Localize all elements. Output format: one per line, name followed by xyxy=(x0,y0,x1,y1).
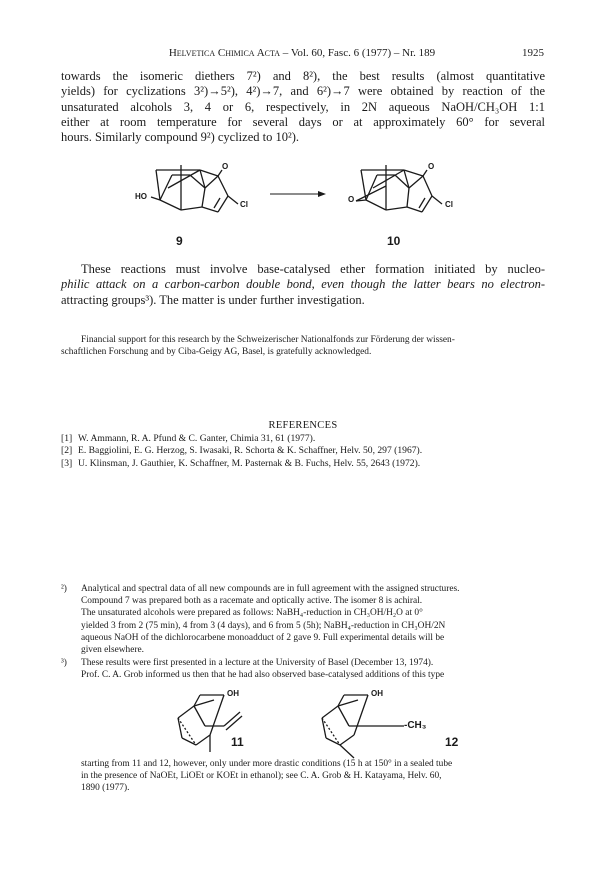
text-line: These results were first presented in a lecture at the University of Basel (December 13, 1974). xyxy=(81,658,434,668)
text-line: schaftlichen Forschung and by Ciba-Geigy AG, Basel, is gratefully acknowledged. xyxy=(61,347,372,358)
text-line: given elsewhere. xyxy=(81,645,144,656)
text-line: attracting groups³). The matter is under further investigation. xyxy=(61,292,365,307)
compound-number-9: 9 xyxy=(176,234,183,248)
footnote-3-continued xyxy=(81,758,545,795)
hydroxyl-label: HO xyxy=(135,192,147,201)
text-line: yields) for cyclizations 3²)→5²), 4²)→7, and 6²)→7 were obtained by reaction of the xyxy=(61,84,545,99)
chloro-label: Cl xyxy=(445,200,453,209)
methyl-label: -CH₃ xyxy=(404,720,427,731)
chloro-label: Cl xyxy=(240,200,248,209)
reference-item xyxy=(61,445,545,457)
text-line: These reactions must involve base-catalysed ether formation initiated by nucleo- xyxy=(81,262,545,276)
running-header xyxy=(60,47,544,61)
text-line: Prof. C. A. Grob informed us then that he had also observed base-catalysed additions of this type xyxy=(81,670,445,681)
reference-text: W. Ammann, R. A. Pfund & C. Ganter, Chimia 31, 61 (1977). xyxy=(78,433,316,444)
compound-number-12: 12 xyxy=(445,735,459,749)
reference-item xyxy=(61,433,545,445)
text-line: starting from 11 and 12, however, only under more drastic conditions (15 h at 150° in a sealed tube xyxy=(81,759,453,769)
journal-citation: Helvetica Chimica Acta – Vol. 60, Fasc. 6 (1977) – Nr. 189 xyxy=(168,47,436,59)
paragraph-cyclization-results xyxy=(61,69,545,145)
text-line: Analytical and spectral data of all new compounds are in full agreement with the assigned structures. xyxy=(81,584,460,594)
text-line: aqueous NaOH of the dichlorocarbene monoadduct of 2 gave 9. Full experimental details will be xyxy=(81,632,445,643)
reference-number: [1] xyxy=(61,433,73,444)
acknowledgment xyxy=(61,334,545,358)
footnote-3 xyxy=(61,657,545,681)
page-number: 1925 xyxy=(522,47,544,59)
text-line: unsaturated alcohols 3, 4 or 6, respectively, in 2N aqueous NaOH/CH₃OH 1:1 xyxy=(61,99,545,114)
compound-number-10: 10 xyxy=(387,234,401,248)
compound-number-11: 11 xyxy=(231,735,244,749)
hydroxyl-label: OH xyxy=(371,689,383,698)
reference-number: [2] xyxy=(61,445,73,457)
footnote-marker: ³) xyxy=(61,658,67,668)
text-line: either at room temperature for several days or at approximately 60° for several xyxy=(61,114,545,129)
text-line: hours. Similarly compound 9²) cyclized to 10²). xyxy=(61,130,300,145)
paragraph-mechanism xyxy=(61,262,545,308)
footnote-marker: ²) xyxy=(61,584,67,594)
journal-name: Helvetica Chimica Acta xyxy=(168,47,281,59)
text-line: 1890 (1977). xyxy=(81,783,130,794)
reference-item xyxy=(61,458,545,470)
reference-number: [3] xyxy=(61,457,73,469)
text-line: philic attack on a carbon-carbon double bond, even though the latter bears no electron- xyxy=(61,277,545,292)
references-heading: REFERENCES xyxy=(268,420,338,431)
ketone-oxygen-label: O xyxy=(222,162,229,171)
text-line: Compound 7 was prepared both as a racemate and optically active. The isomer 8 is achiral. xyxy=(81,596,423,607)
text-line: in the presence of NaOEt, LiOEt or KOEt in ethanol); see C. A. Grob & H. Katayama, Helv. 60, xyxy=(81,771,442,782)
ketone-oxygen-label: O xyxy=(428,162,435,171)
references-list xyxy=(61,433,545,470)
reference-text: E. Baggiolini, E. G. Herzog, S. Iwasaki, R. Schorta & K. Schaffner, Helv. 50, 297 (1967). xyxy=(78,445,423,457)
text-line: Financial support for this research by the Schweizerischer Nationalfonds zur Förderung der wissen- xyxy=(81,335,455,345)
reference-text: U. Klinsman, J. Gauthier, K. Schaffner, M. Pasternak & B. Fuchs, Helv. 55, 2643 (1972). xyxy=(78,457,421,469)
volume-issue: Vol. 60, Fasc. 6 (1977) – Nr. 189 xyxy=(290,47,436,59)
hydroxyl-label: OH xyxy=(227,689,239,698)
text-line: towards the isomeric diethers 7²) and 8²), the best results (almost quantitative xyxy=(61,69,545,83)
text-line: The unsaturated alcohols were prepared as follows: NaBH₄-reduction in CH₃OH/H₂O at 0° xyxy=(81,608,423,619)
ether-oxygen-label: O xyxy=(348,195,355,204)
footnote-2 xyxy=(61,583,545,656)
text-line: yielded 3 from 2 (75 min), 4 from 3 (4 days), and 6 from 5 (5h); NaBH₄-reduction in CH₃OH/2N xyxy=(81,620,446,631)
